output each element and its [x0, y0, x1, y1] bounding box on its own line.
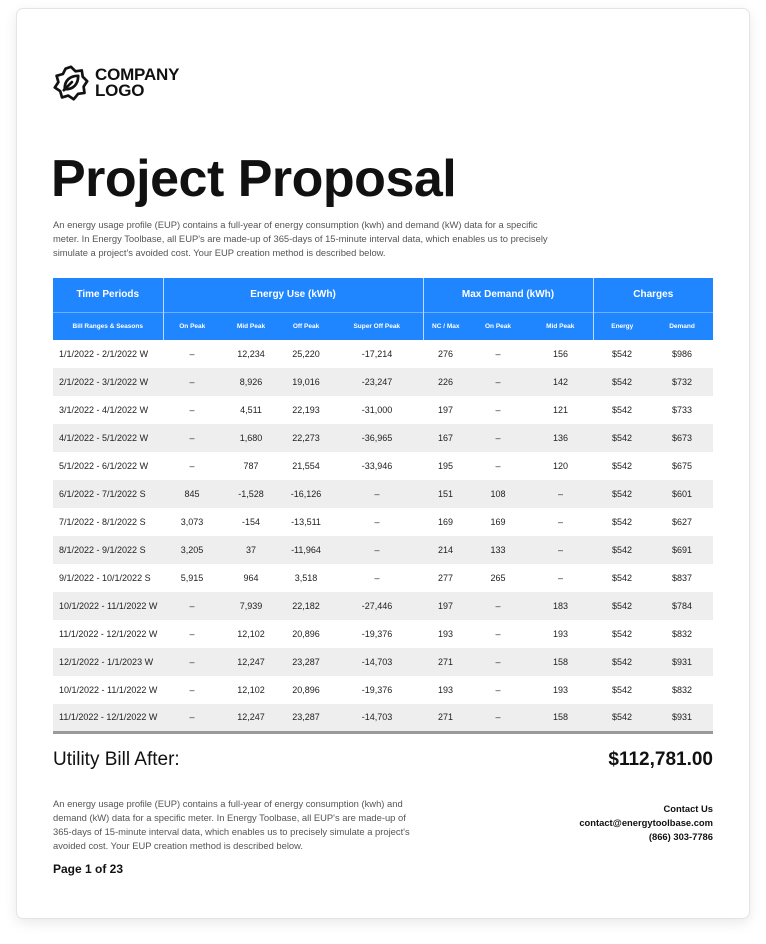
group-header-time-periods: Time Periods [53, 278, 163, 312]
table-row [53, 424, 713, 452]
value-cell: $542 [612, 685, 633, 695]
value-cell: – [189, 685, 195, 695]
value-cell: 271 [423, 648, 468, 676]
table-row [53, 620, 713, 648]
value-cell: 193 [438, 629, 454, 639]
value-cell: $832 [672, 685, 693, 695]
value-cell: – [374, 517, 380, 527]
table-row [53, 508, 713, 536]
value-cell: 226 [423, 368, 468, 396]
value-cell: 22,273 [281, 424, 331, 452]
value-cell: 271 [423, 704, 468, 732]
table-row [53, 676, 713, 704]
logo-wordmark: COMPANY LOGO [95, 65, 180, 100]
value-cell: $542 [612, 461, 633, 471]
value-cell: 169 [438, 517, 454, 527]
value-cell: 22,182 [281, 592, 331, 620]
value-cell: -27,446 [331, 592, 423, 620]
value-cell: -19,376 [361, 629, 393, 639]
value-cell: 3,205 [163, 536, 221, 564]
value-cell: -33,946 [361, 461, 393, 471]
subheader-cell: Demand [651, 312, 713, 340]
value-cell: – [468, 704, 528, 732]
value-cell: 23,287 [281, 704, 331, 732]
group-header-max-demand: Max Demand (kWh) [423, 278, 593, 312]
table-row [53, 648, 713, 676]
period-cell: 12/1/2022 - 1/1/2023 W [53, 648, 163, 676]
value-cell: $601 [651, 480, 713, 508]
value-cell: – [163, 648, 221, 676]
value-cell: 158 [528, 704, 593, 732]
period-cell: 11/1/2022 - 12/1/2022 W [53, 704, 163, 732]
period-cell: 5/1/2022 - 6/1/2022 W [59, 461, 149, 471]
value-cell: -17,214 [361, 349, 393, 359]
value-cell: 12,247 [221, 648, 281, 676]
subheader-cell: On Peak [163, 312, 221, 340]
table-row [53, 340, 713, 368]
contact-block [579, 802, 713, 844]
value-cell: – [189, 349, 195, 359]
value-cell: 197 [423, 592, 468, 620]
value-cell: 25,220 [292, 349, 320, 359]
energy-usage-table [53, 278, 713, 734]
value-cell: 277 [438, 573, 454, 583]
subheader-row [53, 312, 713, 340]
value-cell: 20,896 [292, 629, 320, 639]
value-cell: 169 [490, 517, 506, 527]
period-cell: 10/1/2022 - 11/1/2022 W [53, 592, 163, 620]
group-header-energy-use: Energy Use (kWh) [163, 278, 423, 312]
value-cell: – [495, 685, 501, 695]
value-cell: – [468, 368, 528, 396]
value-cell: 136 [528, 424, 593, 452]
value-cell: 193 [553, 629, 569, 639]
contact-heading: Contact Us [663, 803, 713, 814]
page-title: Project Proposal [51, 150, 457, 208]
value-cell: -36,965 [331, 424, 423, 452]
value-cell: 265 [490, 573, 506, 583]
value-cell: – [495, 349, 501, 359]
value-cell: 7,939 [221, 592, 281, 620]
value-cell: 167 [423, 424, 468, 452]
value-cell: – [468, 648, 528, 676]
value-cell: – [558, 517, 564, 527]
subheader-cell: NC / Max [423, 312, 468, 340]
period-cell: 11/1/2022 - 12/1/2022 W [59, 629, 158, 639]
value-cell: 195 [438, 461, 454, 471]
value-cell: – [189, 461, 195, 471]
value-cell: $691 [651, 536, 713, 564]
value-cell: $733 [672, 405, 693, 415]
value-cell: – [528, 480, 593, 508]
value-cell: $542 [593, 480, 651, 508]
document-page [17, 9, 749, 918]
value-cell: – [163, 424, 221, 452]
value-cell: -14,703 [331, 648, 423, 676]
value-cell: $784 [651, 592, 713, 620]
value-cell: – [558, 573, 564, 583]
table-body [53, 340, 713, 732]
value-cell: $542 [593, 424, 651, 452]
value-cell: – [163, 704, 221, 732]
period-cell: 7/1/2022 - 8/1/2022 S [59, 517, 146, 527]
value-cell: $931 [651, 704, 713, 732]
value-cell: 3,073 [180, 517, 204, 527]
value-cell: $837 [672, 573, 693, 583]
value-cell: -11,964 [281, 536, 331, 564]
value-cell: – [189, 629, 195, 639]
period-cell: 2/1/2022 - 3/1/2022 W [53, 368, 163, 396]
value-cell: $542 [593, 536, 651, 564]
value-cell: 787 [243, 461, 259, 471]
value-cell: -13,511 [291, 517, 321, 527]
value-cell: 8,926 [221, 368, 281, 396]
table-row [53, 564, 713, 592]
value-cell: $675 [672, 461, 693, 471]
value-cell: 21,554 [292, 461, 320, 471]
value-cell: 23,287 [281, 648, 331, 676]
subheader-cell: Bill Ranges & Seasons [53, 312, 163, 340]
value-cell: 193 [438, 685, 454, 695]
value-cell: 1,680 [221, 424, 281, 452]
value-cell: – [189, 405, 195, 415]
period-cell: 10/1/2022 - 11/1/2022 W [59, 685, 158, 695]
value-cell: 12,102 [237, 685, 265, 695]
subheader-cell: Energy [593, 312, 651, 340]
utility-bill-label: Utility Bill After: [53, 749, 180, 770]
table-row [53, 452, 713, 480]
value-cell: – [468, 592, 528, 620]
table-row [53, 536, 713, 564]
value-cell: 108 [468, 480, 528, 508]
value-cell: – [495, 461, 501, 471]
period-cell: 4/1/2022 - 5/1/2022 W [53, 424, 163, 452]
value-cell: – [495, 629, 501, 639]
period-cell: 9/1/2022 - 10/1/2022 S [59, 573, 151, 583]
value-cell: 156 [553, 349, 569, 359]
value-cell: 5,915 [180, 573, 204, 583]
table-row [53, 396, 713, 424]
value-cell: $542 [593, 648, 651, 676]
footnote-paragraph: An energy usage profile (EUP) contains a full-year of energy consumption (kwh) and demand (kW) data for a specific meter. In Energy Toolbase, all EUP's are made-up of 365-days of 15-minute interval data, which enables us to precisely simulate a project's avoided cost. Your EUP creation method is described below. [53, 798, 410, 851]
value-cell: 197 [438, 405, 454, 415]
value-cell: 12,234 [237, 349, 265, 359]
value-cell: $542 [612, 405, 633, 415]
page-indicator: Page 1 of 23 [53, 862, 124, 876]
table-row [53, 592, 713, 620]
value-cell: – [331, 480, 423, 508]
value-cell: 151 [423, 480, 468, 508]
period-cell: 6/1/2022 - 7/1/2022 S [53, 480, 163, 508]
value-cell: -16,126 [281, 480, 331, 508]
value-cell: 120 [553, 461, 569, 471]
table-row [53, 704, 713, 732]
value-cell: – [331, 536, 423, 564]
value-cell: 158 [528, 648, 593, 676]
value-cell: 3,518 [294, 573, 318, 583]
period-cell: 3/1/2022 - 4/1/2022 W [59, 405, 149, 415]
subheader-cell: On Peak [468, 312, 528, 340]
contact-email[interactable]: contact@energytoolbase.com [579, 817, 713, 828]
value-cell: 133 [468, 536, 528, 564]
period-cell: 1/1/2022 - 2/1/2022 W [59, 349, 149, 359]
group-header-charges: Charges [593, 278, 713, 312]
value-cell: 19,016 [281, 368, 331, 396]
utility-bill-value: $112,781.00 [608, 749, 713, 770]
company-logo [53, 65, 179, 101]
value-cell: $542 [593, 592, 651, 620]
value-cell: – [163, 592, 221, 620]
value-cell: $732 [651, 368, 713, 396]
value-cell: 276 [438, 349, 454, 359]
value-cell: 37 [221, 536, 281, 564]
value-cell: 193 [553, 685, 569, 695]
value-cell: 183 [528, 592, 593, 620]
value-cell: $931 [651, 648, 713, 676]
intro-paragraph: An energy usage profile (EUP) contains a full-year of energy consumption (kwh) and demand (kW) data for a specific meter. In Energy Toolbase, all EUP's are made-up of 365-days of 15-minute interval data, which enables us to precisely simulate a project's avoided cost. Your EUP creation method is described below. [53, 219, 548, 258]
value-cell: – [528, 536, 593, 564]
value-cell: 12,102 [237, 629, 265, 639]
value-cell: $542 [612, 517, 633, 527]
value-cell: $542 [612, 349, 633, 359]
contact-phone[interactable]: (866) 303-7786 [648, 831, 713, 842]
value-cell: 20,896 [292, 685, 320, 695]
period-cell: 8/1/2022 - 9/1/2022 S [53, 536, 163, 564]
subheader-cell: Off Peak [281, 312, 331, 340]
logo-badge-icon [53, 65, 89, 101]
value-cell: 964 [243, 573, 259, 583]
value-cell: 121 [553, 405, 569, 415]
value-cell: – [374, 573, 380, 583]
value-cell: – [468, 424, 528, 452]
value-cell: 22,193 [292, 405, 320, 415]
value-cell: -31,000 [361, 405, 393, 415]
value-cell: – [163, 368, 221, 396]
table-row [53, 368, 713, 396]
table-row [53, 480, 713, 508]
subheader-cell: Mid Peak [528, 312, 593, 340]
subheader-cell: Super Off Peak [331, 312, 423, 340]
value-cell: -154 [241, 517, 260, 527]
value-cell: $673 [651, 424, 713, 452]
value-cell: – [495, 405, 501, 415]
value-cell: 142 [528, 368, 593, 396]
value-cell: $986 [672, 349, 693, 359]
value-cell: $542 [593, 368, 651, 396]
value-cell: 214 [423, 536, 468, 564]
subheader-cell: Mid Peak [221, 312, 281, 340]
value-cell: -23,247 [331, 368, 423, 396]
value-cell: $832 [672, 629, 693, 639]
value-cell: 4,511 [240, 405, 262, 415]
value-cell: $542 [612, 629, 633, 639]
value-cell: 12,247 [221, 704, 281, 732]
value-cell: -19,376 [361, 685, 393, 695]
value-cell: 845 [163, 480, 221, 508]
value-cell: -14,703 [331, 704, 423, 732]
value-cell: $542 [593, 704, 651, 732]
value-cell: -1,528 [221, 480, 281, 508]
value-cell: $542 [612, 573, 633, 583]
value-cell: $627 [672, 517, 693, 527]
